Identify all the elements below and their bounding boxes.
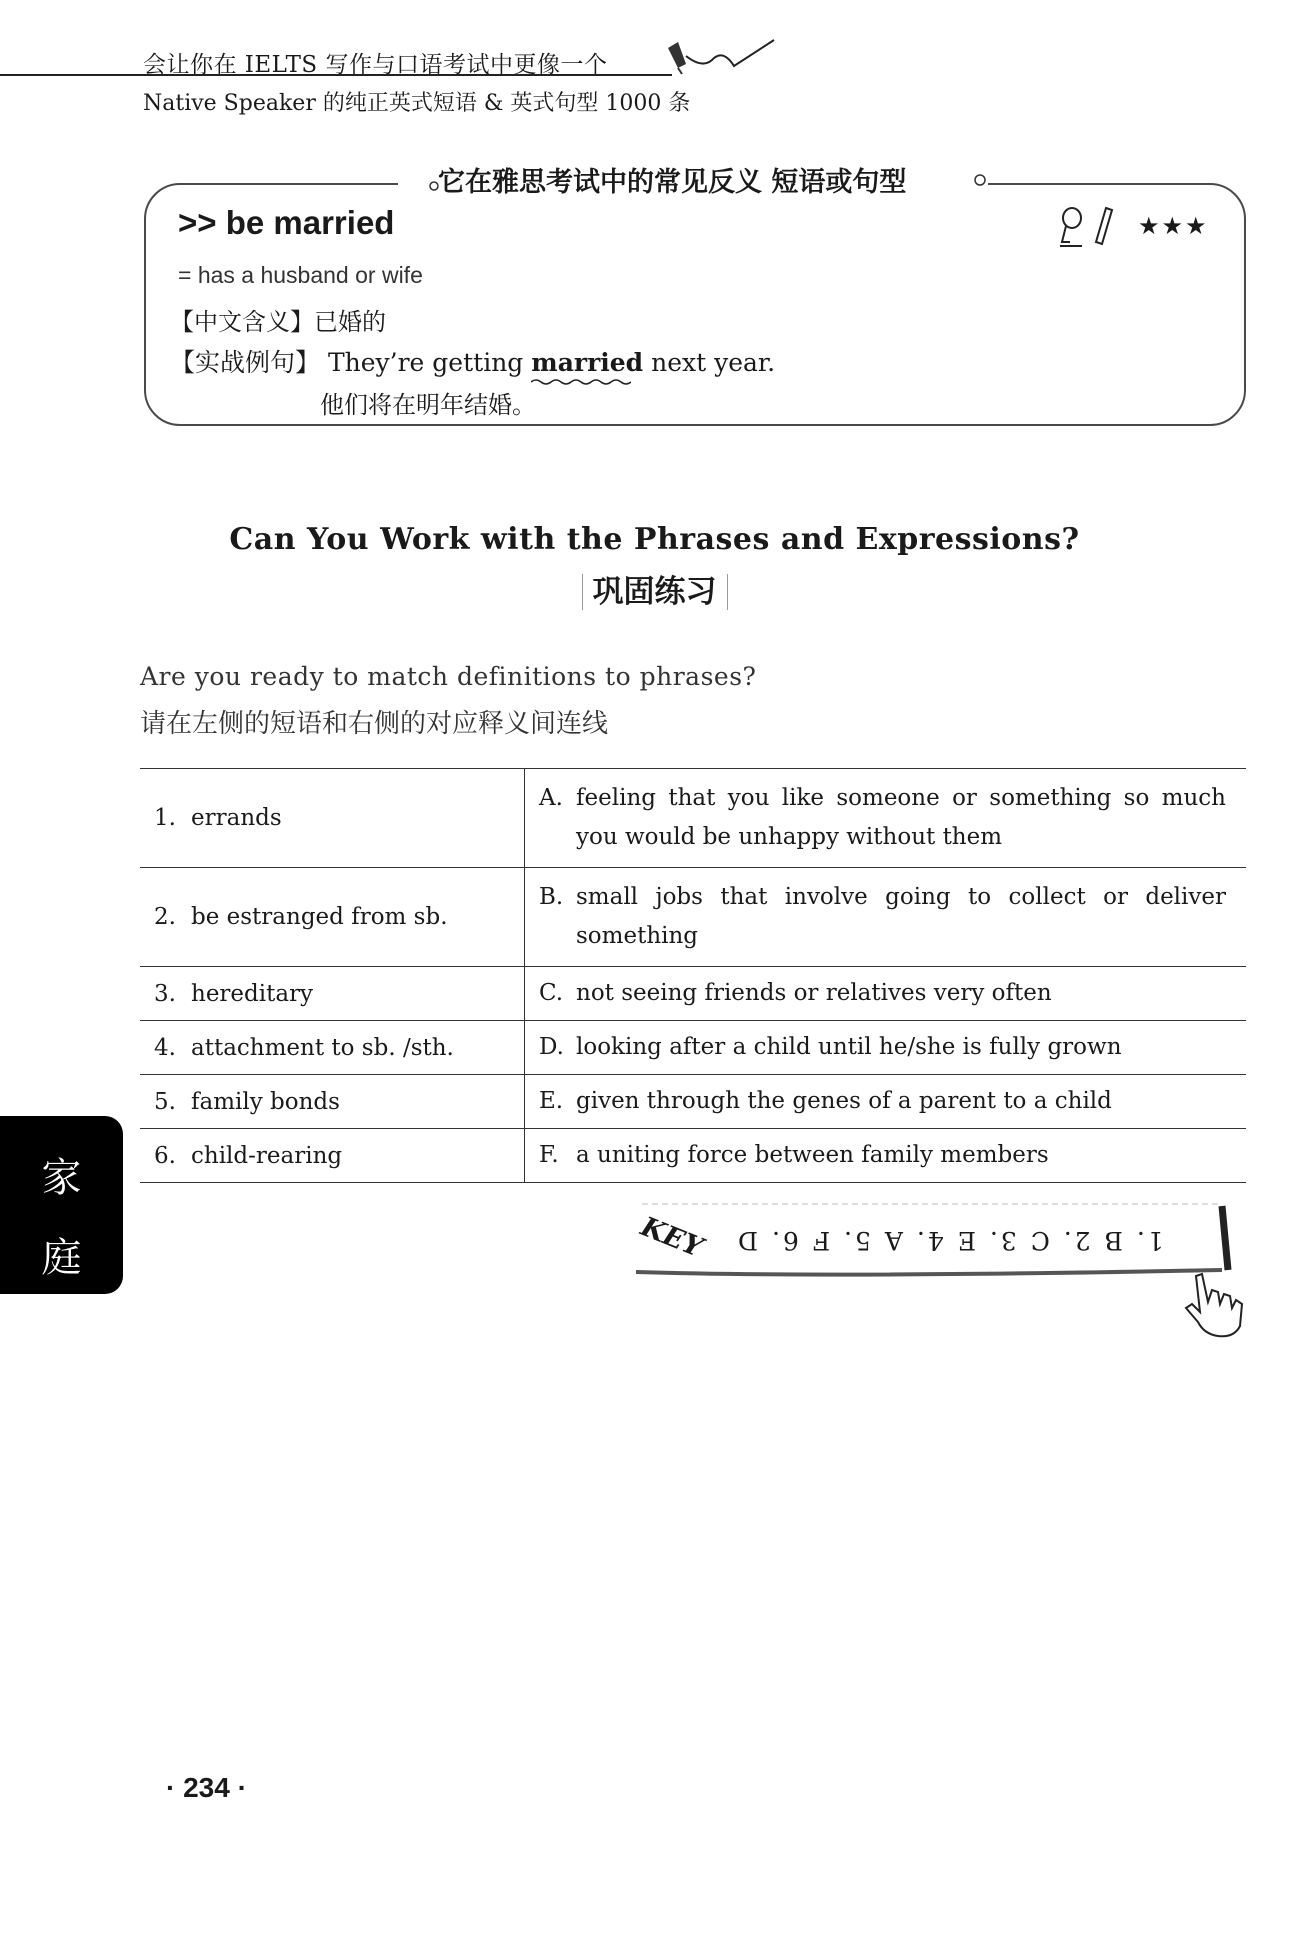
definition-letter: E. <box>539 1088 564 1114</box>
pencil-scribble-icon <box>664 36 784 86</box>
definition-letter: A. <box>539 785 563 811</box>
table-row <box>140 868 1246 967</box>
phrase-cell <box>140 1075 525 1129</box>
definition-cell <box>525 868 1247 967</box>
box-title: 它在雅思考试中的常见反义 短语或句型 <box>438 167 907 198</box>
example-after: next year. <box>651 348 776 377</box>
phrase-cell <box>140 868 525 967</box>
example-keyword-text: married <box>531 348 644 377</box>
definition-text: a uniting force between family members <box>576 1142 1049 1168</box>
row-number: 6. <box>154 1142 176 1169</box>
phrase-text: child-rearing <box>191 1142 343 1169</box>
row-number: 5. <box>154 1088 176 1115</box>
star-rating: ★★★ <box>1138 212 1209 240</box>
instructions-english: Are you ready to match definitions to phrases? <box>140 662 757 691</box>
section-subtitle-text: 巩固练习 <box>582 574 728 610</box>
definition-cell <box>525 769 1247 868</box>
definition-letter: F. <box>539 1142 559 1168</box>
phrase-text: errands <box>191 805 282 831</box>
phrase-cell <box>140 1129 525 1183</box>
row-number: 3. <box>154 980 176 1007</box>
matching-table <box>140 768 1246 1183</box>
definition-cell <box>525 1129 1247 1183</box>
definition-letter: C. <box>539 980 564 1006</box>
phrase-text: family bonds <box>191 1088 340 1115</box>
side-tab-char-2: 庭 <box>41 1235 82 1281</box>
wavy-underline-icon <box>531 378 631 386</box>
definition-text: feeling that you like someone or something so much you would be unhappy without them <box>576 785 1226 850</box>
definition-cell <box>525 967 1247 1021</box>
row-number: 2. <box>154 904 176 930</box>
definition-cell <box>525 1021 1247 1075</box>
header-rule <box>0 74 672 76</box>
phrase-cell <box>140 1021 525 1075</box>
definition-letter: D. <box>539 1034 564 1060</box>
key-label: KEY <box>636 1211 707 1264</box>
title-end-circle-icon <box>972 172 988 188</box>
table-row <box>140 1021 1246 1075</box>
example-keyword <box>531 348 643 377</box>
phrase-heading: >> be married <box>178 204 395 241</box>
example-row <box>170 343 775 379</box>
definition-cell <box>525 1075 1247 1129</box>
row-number: 4. <box>154 1034 176 1061</box>
side-tab-char-1: 家 <box>41 1155 82 1201</box>
meaning-text: 已婚的 <box>314 308 386 336</box>
chapter-side-tab <box>0 1116 123 1294</box>
phrase-text: hereditary <box>191 980 314 1007</box>
instructions-chinese: 请在左侧的短语和右侧的对应释义间连线 <box>140 709 609 739</box>
phrase-cell <box>140 769 525 868</box>
section-title: Can You Work with the Phrases and Expressions? <box>229 522 1080 557</box>
phrase-text: be estranged from sb. <box>191 904 448 930</box>
phrase-definition: = has a husband or wife <box>178 262 423 288</box>
table-row <box>140 1129 1246 1183</box>
definition-text: looking after a child until he/she is fully grown <box>576 1034 1122 1060</box>
meaning-row <box>170 302 386 337</box>
definition-text: given through the genes of a parent to a child <box>576 1088 1112 1114</box>
definition-text: small jobs that involve going to collect or deliver something <box>576 884 1226 949</box>
phrase-cell <box>140 967 525 1021</box>
row-number: 1. <box>154 805 176 831</box>
running-header-line1: 会让你在 IELTS 写作与口语考试中更像一个 <box>143 52 608 78</box>
table-row <box>140 769 1246 868</box>
table-row <box>140 967 1246 1021</box>
section-subtitle <box>0 566 1309 611</box>
page-number: · 234 · <box>166 1772 247 1803</box>
running-header-line2: Native Speaker 的纯正英式短语 & 英式句型 1000 条 <box>143 91 691 116</box>
title-connector-icon <box>400 180 440 192</box>
microphone-pencil-icon <box>1056 204 1126 250</box>
answer-key-text: 1. B 2. C 3. E 4. A 5. F 6. D <box>735 1226 1164 1255</box>
table-row <box>140 1075 1246 1129</box>
phrase-text: attachment to sb. /sth. <box>191 1034 454 1061</box>
definition-letter: B. <box>539 884 564 910</box>
meaning-label: 【中文含义】 <box>170 308 314 336</box>
pointing-hand-icon <box>1182 1270 1246 1340</box>
definition-text: not seeing friends or relatives very often <box>576 980 1052 1006</box>
example-before: They’re getting <box>327 348 524 377</box>
example-label: 【实战例句】 <box>170 348 321 377</box>
example-translation: 他们将在明年结婚。 <box>320 391 536 419</box>
